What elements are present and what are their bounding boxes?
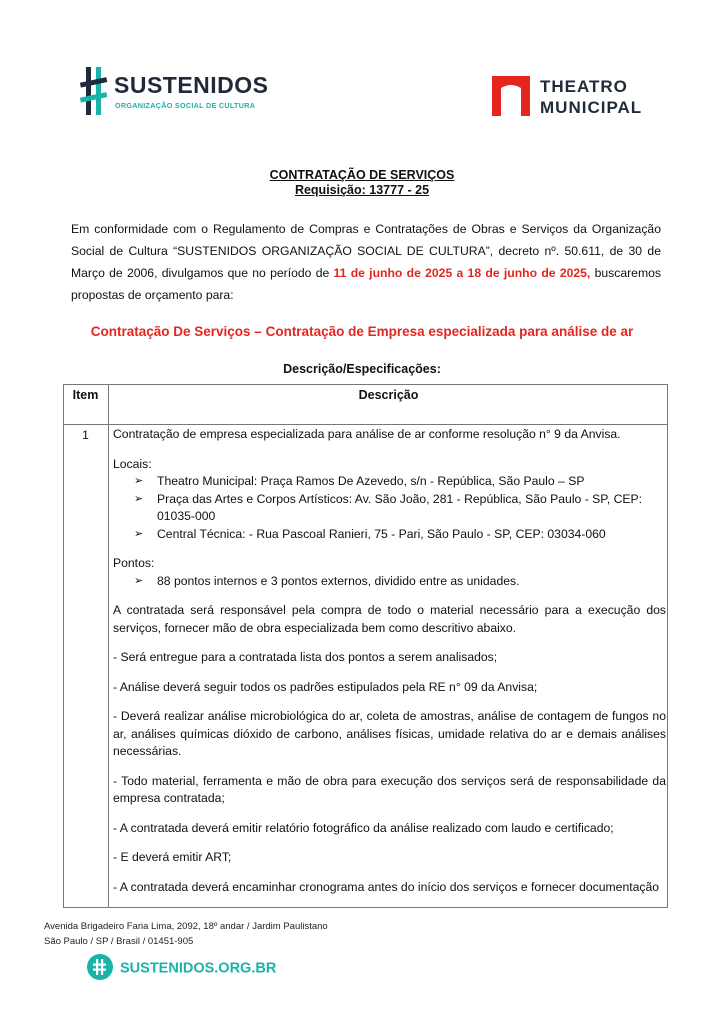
- pontos-list: [113, 573, 666, 591]
- footer-address: [44, 919, 328, 949]
- intro-dates: 11 de junho de 2025 a 18 de junho de 2025,: [333, 266, 591, 280]
- list-item: ➢ Central Técnica: - Rua Pascoal Ranieri, 75 - Pari, São Paulo - SP, CEP: 03034-060: [113, 526, 666, 544]
- description-intro: Contratação de empresa especializada para análise de ar conforme resolução n° 9 da Anvisa.: [113, 427, 621, 441]
- sustenidos-logo: [80, 63, 269, 119]
- arrow-bullet-icon: ➢: [134, 492, 144, 505]
- intro-text-after: buscaremos propostas de orçamento para:: [71, 266, 661, 302]
- locais-list: [113, 473, 666, 543]
- description-paragraph: - Será entregue para a contratada lista dos pontos a serem analisados;: [113, 650, 498, 664]
- footer-website-logo: [86, 952, 277, 982]
- specifications-heading: Descrição/Especificações:: [283, 362, 441, 376]
- intro-text-before: Em conformidade com o Regulamento de Compras e Contratações de Obras e Serviços da Organização Social de Cultura “SUSTENIDOS ORGANIZAÇÃO SOCIAL DE CULTURA”, decreto nº. 50.611, de 30 de Março de 2006, divulgamos que no período de: [71, 222, 661, 280]
- footer-website: SUSTENIDOS.ORG.BR: [120, 960, 277, 977]
- description-paragraph: - Análise deverá seguir todos os padrões estipulados pela RE n° 09 da Anvisa;: [113, 679, 538, 694]
- list-item: ➢ Praça das Artes e Corpos Artísticos: Av. São João, 281 - República, São Paulo - SP, CEP: 01035-000: [134, 491, 643, 523]
- table-cell-item-number: 1: [82, 428, 89, 442]
- service-title: Contratação De Serviços – Contratação de Empresa especializada para análise de ar: [90, 324, 634, 339]
- theatro-municipal-logo: [490, 72, 660, 120]
- theatre-arch-icon: [492, 76, 530, 116]
- theatro-logo-line2: MUNICIPAL: [540, 98, 643, 117]
- sustenidos-logo-tagline: ORGANIZAÇÃO SOCIAL DE CULTURA: [115, 101, 256, 110]
- description-paragraph: - Todo material, ferramenta e mão de obra para execução dos serviços será de responsabilidade da empresa contratada;: [113, 773, 666, 805]
- hash-icon: [80, 67, 107, 115]
- table-header-description: Descrição: [358, 388, 419, 402]
- description-paragraph: - E deverá emitir ART;: [113, 850, 232, 864]
- arrow-bullet-icon: ➢: [134, 527, 144, 540]
- list-item: ➢ 88 pontos internos e 3 pontos externos, dividido entre as unidades.: [113, 573, 666, 591]
- table-header-divider: [63, 424, 668, 425]
- description-paragraph: - Deverá realizar análise microbiológica do ar, coleta de amostras, análise de contagem de fungos no ar, análises químicas dióxido de carbono, análises físicas, umidade relativa do ar e demais análises necessárias.: [113, 709, 666, 758]
- footer-address-line1: Avenida Brigadeiro Faria Lima, 2092, 18º andar / Jardim Paulistano: [44, 921, 328, 932]
- table-column-divider: [108, 384, 109, 908]
- footer-address-line2: São Paulo / SP / Brasil / 01451-905: [44, 936, 194, 947]
- description-paragraph: - A contratada deverá emitir relatório fotográfico da análise realizado com laudo e certificado;: [113, 820, 614, 835]
- table-cell-description: [113, 426, 666, 896]
- sustenidos-logo-wordmark: SUSTENIDOS: [114, 72, 269, 98]
- pontos-label: Pontos:: [113, 556, 155, 570]
- description-paragraph: - A contratada deverá encaminhar cronograma antes do início dos serviços e fornecer documentação: [113, 879, 660, 894]
- requisition-number: Requisição: 13777 - 25: [294, 183, 430, 197]
- description-paragraph: A contratada será responsável pela compra de todo o material necessário para a execução dos serviços, fornecer mão de obra especializada bem como descritivo abaixo.: [113, 603, 666, 635]
- locais-label: Locais:: [113, 456, 152, 471]
- table-header-item: Item: [72, 388, 99, 402]
- arrow-bullet-icon: ➢: [134, 574, 144, 587]
- document-title: CONTRATAÇÃO DE SERVIÇOS: [269, 168, 455, 182]
- arrow-bullet-icon: ➢: [134, 475, 144, 487]
- intro-paragraph: [71, 218, 661, 306]
- theatro-logo-line1: THEATRO: [540, 77, 628, 96]
- list-item: ➢ Theatro Municipal: Praça Ramos De Azevedo, s/n - República, São Paulo – SP: [113, 473, 666, 491]
- hash-circle-icon: [87, 954, 113, 980]
